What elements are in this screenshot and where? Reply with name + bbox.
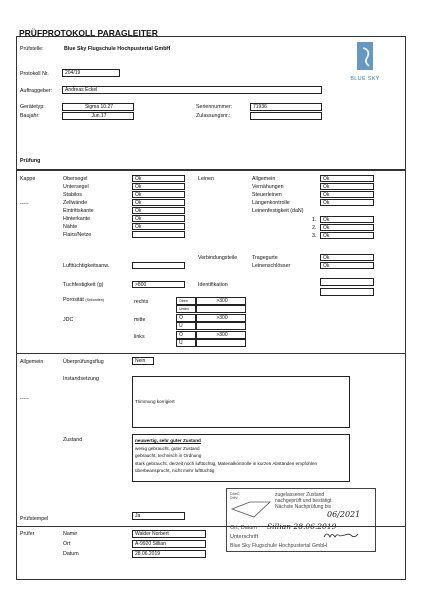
pruefer-name-field[interactable]: Walder Norbert [132, 530, 206, 538]
zustand-option[interactable]: stark gebraucht, derzeit noch lufttüchtig, Materialkontrolle in kurzen Abständen empfohlen [135, 460, 318, 466]
instandsetzung-field[interactable]: Trimmung korrigiert [132, 376, 350, 428]
pruefer-ort-label: Ort [63, 541, 71, 547]
leinen-item-label: Längenkontrolle [252, 200, 290, 206]
kappe-item-label: Untersegel [63, 184, 89, 190]
ueberpruefungsflug-field[interactable]: Nein [132, 357, 154, 365]
stamp-footer: Blue Sky Flugschule Hochpustertal GmbH [230, 543, 327, 549]
pruefstempel-label: Prüfstempel [20, 516, 49, 522]
allgemein-label: Allgemein [20, 359, 44, 365]
kappe-item-label: Zellwände [63, 200, 88, 206]
kappe-label: Kappe [20, 176, 36, 182]
porositaet-label [63, 297, 104, 303]
instandsetzung-label: Instandsetzung [63, 376, 99, 382]
auftraggeber-field[interactable]: Andreas Eckel [62, 86, 322, 94]
porositaet-u-value[interactable] [196, 339, 246, 347]
protokoll-field[interactable]: 204/19 [62, 69, 120, 77]
pruefer-ort-field[interactable]: A-9920 Sillian [132, 540, 206, 548]
blue-sky-logo [345, 40, 385, 82]
geraetetyp-label: Gerätetyp: [20, 104, 45, 110]
signature-icon [323, 530, 359, 540]
porositaet-u-label: Unten [176, 305, 196, 313]
porositaet-pos: rechts [134, 299, 149, 305]
baujahr-label: Baujahr: [20, 113, 40, 119]
identifikation-label: Identifikation [198, 282, 228, 288]
porositaet-o-value[interactable]: >300 [196, 331, 246, 339]
leinenschloesser-label: Leinenschlösser [252, 263, 291, 269]
leinen-item-field[interactable]: Ok [320, 175, 374, 182]
kappe-item-label: Nähte [63, 224, 78, 230]
kappe-item-label: Eintrittskante [63, 208, 94, 214]
pruefer-name-label: Name [63, 531, 78, 537]
pruefung-heading: Prüfung [20, 158, 41, 164]
leinen-num: 1. [312, 217, 317, 223]
porositaet-unit: (Sekunden) [85, 298, 104, 302]
stamp-next-date: 06/2021 [327, 510, 361, 519]
stamp-ort-label: Ort, Datum [230, 525, 257, 531]
seriennummer-label: Seriennummer: [196, 104, 233, 110]
pruefer-datum-label: Datum [63, 551, 79, 557]
identifikation-field-1[interactable] [320, 278, 374, 286]
tragegurte-field[interactable]: Ok [320, 254, 374, 261]
leinen-item-field[interactable]: Ok [320, 216, 374, 223]
stamp-line-3: Nächste Nachprüfung bis [275, 504, 332, 510]
porositaet-text: Porosität [63, 297, 84, 303]
porositaet-u-label: U [176, 322, 196, 330]
stamp-unterschrift-label: Unterschrift [230, 534, 259, 540]
zustand-label: Zustand [63, 437, 83, 443]
leinen-item-label: Leinenfestigkeit (daN) [252, 208, 304, 214]
kappe-item-label: Flairs/Netze [63, 232, 92, 238]
porositaet-o-label: O [176, 331, 196, 339]
pruefstempel-field[interactable]: Ja [132, 512, 185, 520]
porositaet-o-label: Oben [176, 297, 196, 305]
kappe-item-field[interactable]: Ok [132, 191, 185, 198]
lufttuechtigkeit-label: Lufttüchtigkeitsanw. [63, 263, 110, 269]
approval-stamp [226, 488, 376, 552]
zustand-option[interactable]: wenig gebraucht, guter Zustand [135, 445, 200, 451]
tuchfestigkeit-label: Tuchfestigkeit (g) [63, 282, 104, 288]
kappe-item-label: Stabilos [63, 192, 82, 198]
tuchfestigkeit-field[interactable]: >800 [132, 281, 185, 288]
kappe-item-field[interactable]: Ok [132, 183, 185, 190]
tragegurte-label: Tragegurte [252, 255, 278, 261]
pruefstelle-value: Blue Sky Flugschule Hochpustertal GmbH [64, 46, 171, 52]
verbindungsteile-label: Verbindungsteile [198, 255, 238, 261]
porositaet-u-value[interactable] [196, 322, 246, 330]
baujahr-field[interactable]: Jun.17 [62, 112, 134, 120]
pruefstelle-label: Prüfstelle: [20, 46, 44, 52]
kappe-item-field[interactable]: Ok [132, 215, 185, 222]
logo-text: BLUE SKY [350, 76, 380, 82]
leinen-item-field[interactable]: Ok [320, 183, 374, 190]
auftraggeber-label: Auftraggeber: [20, 88, 53, 94]
kappe-dash: ----- [20, 201, 29, 207]
leinen-item-label: Allgemein [252, 176, 276, 182]
kappe-item-label: Obersegel [63, 176, 88, 182]
kappe-item-field[interactable] [132, 231, 185, 238]
porositaet-u-value[interactable] [196, 305, 246, 313]
paraglider-logo-icon [345, 40, 385, 72]
kappe-item-field[interactable]: Ok [132, 199, 185, 206]
jdc-label: JDC [63, 317, 74, 323]
allgemein-dash: ----- [20, 396, 29, 402]
protokoll-label: Protokoll Nr. [20, 71, 49, 77]
ueberpruefungsflug-label: Überprüfungsflug [63, 359, 104, 365]
leinen-item-label: Vernähungen [252, 184, 284, 190]
page-title: PRÜFPROTOKOLL PARAGLEITER [19, 28, 158, 38]
leinen-item-field[interactable]: Ok [320, 199, 374, 206]
leinen-num: 3. [312, 233, 317, 239]
zustand-option[interactable]: überbeansprucht, nicht mehr lufttüchtig [135, 468, 215, 473]
identifikation-field-2[interactable] [320, 288, 374, 296]
lufttuechtigkeit-field[interactable] [132, 262, 185, 269]
porositaet-o-value[interactable]: >300 [196, 297, 246, 305]
divider [16, 526, 406, 527]
zulassungsnr-label: Zulassungsnr.: [196, 113, 231, 119]
leinen-item-field[interactable]: Ok [320, 191, 374, 198]
geraetetyp-field[interactable]: Sigma 10.27 [62, 103, 134, 111]
zulassungsnr-field[interactable] [250, 112, 322, 120]
kappe-item-label: Hinterkante [63, 216, 91, 222]
pruefer-label: Prüfer [20, 531, 35, 537]
zustand-option-selected[interactable]: neuwertig, sehr guter Zustand [135, 438, 201, 443]
stamp-line-1: zugelassener Zustand [275, 492, 325, 498]
porositaet-u-label: U [176, 339, 196, 347]
stamp-line-2: nachgeprüft und bestätigt [275, 498, 332, 504]
pruefer-datum-field[interactable]: 28.06.2019 [132, 550, 206, 558]
leinen-item-field[interactable]: Ok [320, 224, 374, 231]
kappe-item-field[interactable]: Ok [132, 175, 185, 182]
divider [16, 353, 406, 354]
zustand-option[interactable]: gebraucht, technisch in Ordnung [135, 453, 202, 458]
porositaet-o-value[interactable]: >300 [196, 314, 246, 322]
kappe-item-field[interactable]: Ok [132, 207, 185, 214]
kappe-item-field[interactable]: Ok [132, 223, 185, 230]
porositaet-o-label: O [176, 314, 196, 322]
stamp-emblem-icon [230, 499, 272, 521]
seriennummer-field[interactable]: 71936 [250, 103, 322, 111]
porositaet-pos: mitte [134, 317, 146, 323]
stamp-ort-value: Sillian 28.06.2019 [267, 522, 337, 531]
zustand-box [132, 434, 350, 482]
leinen-item-field[interactable]: Ok [320, 232, 374, 239]
leinenschloesser-field[interactable]: Ok [320, 262, 374, 269]
daec-dhv-logo: DAeC DHV [230, 492, 240, 500]
leinen-label: Leinen [198, 176, 214, 182]
porositaet-pos: links [134, 334, 145, 340]
leinen-num: 2. [312, 225, 317, 231]
leinen-item-label: Steuerleinen [252, 192, 282, 198]
